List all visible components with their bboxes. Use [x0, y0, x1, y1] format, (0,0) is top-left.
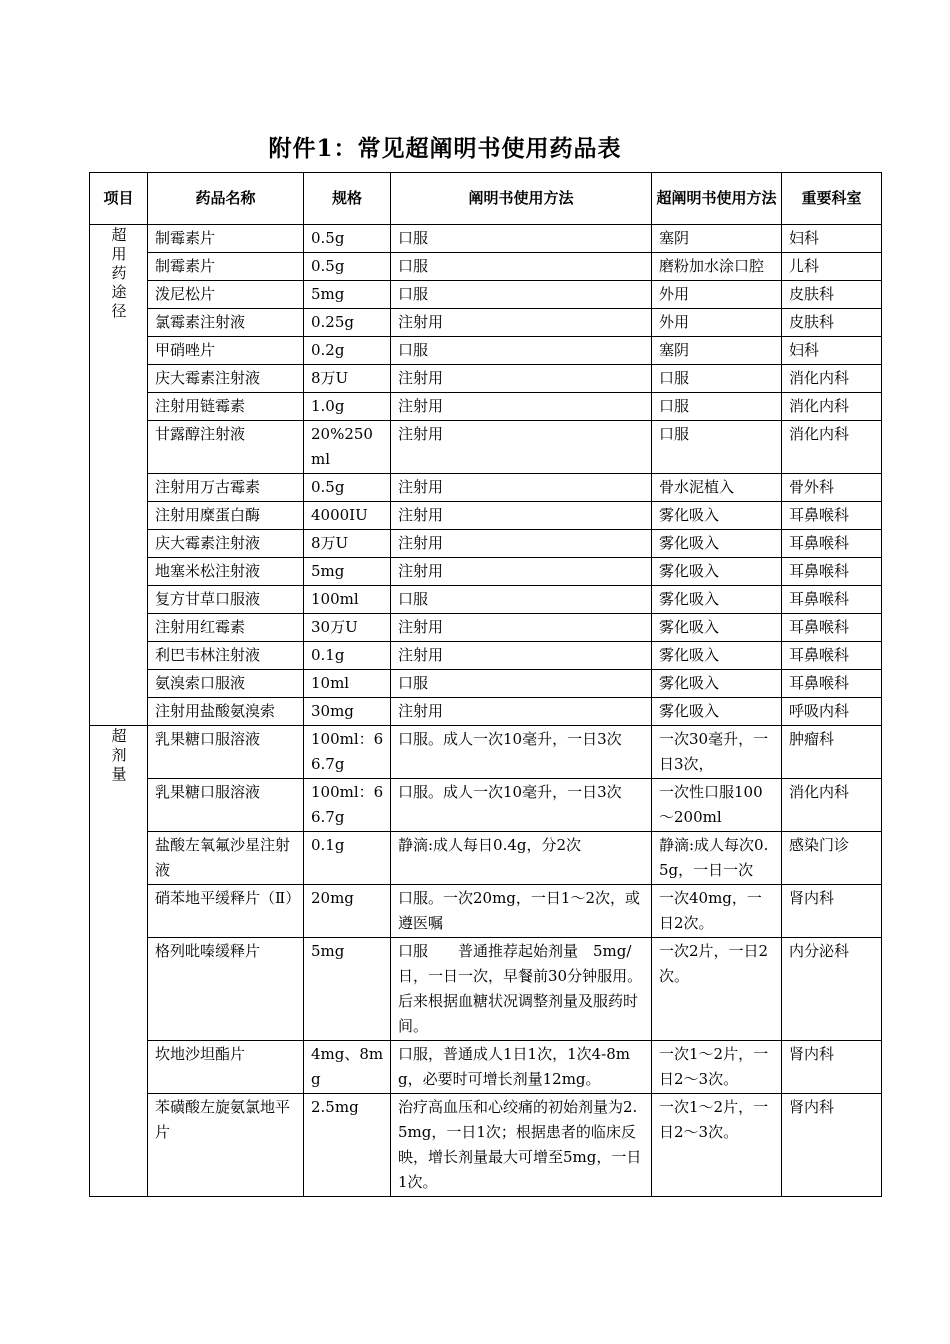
cell-offlabel-usage: 雾化吸入	[652, 614, 782, 642]
cell-department: 皮肤科	[782, 281, 882, 309]
cell-offlabel-usage: 雾化吸入	[652, 502, 782, 530]
cell-offlabel-usage: 雾化吸入	[652, 586, 782, 614]
cell-label-usage: 静滴:成人每日0.4g，分2次	[391, 832, 652, 885]
drug-table	[89, 172, 882, 1197]
table-header-row	[90, 173, 882, 225]
table-row	[90, 253, 882, 281]
table-row	[90, 779, 882, 832]
cell-drug-name: 注射用盐酸氨溴索	[148, 698, 304, 726]
header-spec: 规格	[304, 173, 391, 225]
cell-department: 耳鼻喉科	[782, 530, 882, 558]
table-row	[90, 1041, 882, 1094]
cell-spec: 4000IU	[304, 502, 391, 530]
cell-spec: 20mg	[304, 885, 391, 938]
table-row	[90, 558, 882, 586]
cell-department: 耳鼻喉科	[782, 642, 882, 670]
cell-label-usage: 口服	[391, 253, 652, 281]
cell-department: 内分泌科	[782, 938, 882, 1041]
cell-spec: 5mg	[304, 281, 391, 309]
cell-drug-name: 复方甘草口服液	[148, 586, 304, 614]
cell-department: 耳鼻喉科	[782, 558, 882, 586]
cell-drug-name: 硝苯地平缓释片（Ⅱ）	[148, 885, 304, 938]
cell-spec: 2.5mg	[304, 1094, 391, 1197]
cell-label-usage: 注射用	[391, 642, 652, 670]
cell-label-usage: 注射用	[391, 309, 652, 337]
cell-spec: 8万U	[304, 530, 391, 558]
cell-department: 耳鼻喉科	[782, 614, 882, 642]
cell-offlabel-usage: 外用	[652, 309, 782, 337]
header-category: 项目	[90, 173, 148, 225]
cell-label-usage: 口服	[391, 225, 652, 253]
table-row	[90, 614, 882, 642]
table-row	[90, 726, 882, 779]
cell-drug-name: 制霉素片	[148, 225, 304, 253]
cell-label-usage: 口服	[391, 670, 652, 698]
cell-offlabel-usage: 雾化吸入	[652, 558, 782, 586]
cell-spec: 0.5g	[304, 253, 391, 281]
table-row	[90, 1094, 882, 1197]
cell-spec: 0.1g	[304, 642, 391, 670]
page-title: 附件1：常见超阐明书使用药品表	[268, 135, 622, 162]
cell-drug-name: 乳果糖口服溶液	[148, 779, 304, 832]
cell-spec: 0.1g	[304, 832, 391, 885]
cell-department: 耳鼻喉科	[782, 502, 882, 530]
cell-department: 皮肤科	[782, 309, 882, 337]
table-row	[90, 698, 882, 726]
cell-department: 肾内科	[782, 1094, 882, 1197]
cell-spec: 100ml：66.7g	[304, 726, 391, 779]
header-label-usage: 阐明书使用方法	[391, 173, 652, 225]
cell-drug-name: 利巴韦林注射液	[148, 642, 304, 670]
table-row	[90, 642, 882, 670]
cell-drug-name: 注射用万古霉素	[148, 474, 304, 502]
cell-offlabel-usage: 口服	[652, 365, 782, 393]
cell-department: 妇科	[782, 225, 882, 253]
cell-offlabel-usage: 雾化吸入	[652, 530, 782, 558]
cell-label-usage: 口服	[391, 337, 652, 365]
cell-department: 儿科	[782, 253, 882, 281]
header-offlabel-usage: 超阐明书使用方法	[652, 173, 782, 225]
cell-offlabel-usage: 一次30毫升，一日3次，	[652, 726, 782, 779]
cell-label-usage: 注射用	[391, 421, 652, 474]
cell-label-usage: 注射用	[391, 530, 652, 558]
cell-drug-name: 格列吡嗪缓释片	[148, 938, 304, 1041]
table-row	[90, 474, 882, 502]
cell-department: 肿瘤科	[782, 726, 882, 779]
cell-department: 消化内科	[782, 365, 882, 393]
table-row	[90, 530, 882, 558]
table-body	[90, 225, 882, 1197]
category-label: 超剂量	[111, 727, 127, 783]
category-cell	[90, 225, 148, 726]
cell-department: 肾内科	[782, 1041, 882, 1094]
cell-drug-name: 氨溴索口服液	[148, 670, 304, 698]
cell-department: 消化内科	[782, 421, 882, 474]
cell-spec: 30mg	[304, 698, 391, 726]
cell-offlabel-usage: 一次2片，一日2次。	[652, 938, 782, 1041]
cell-offlabel-usage: 口服	[652, 393, 782, 421]
cell-offlabel-usage: 塞阴	[652, 225, 782, 253]
cell-label-usage: 口服 普通推荐起始剂量 5mg/日，一日一次，早餐前30分钟服用。后来根据血糖状况调整剂量及服药时间。	[391, 938, 652, 1041]
cell-spec: 1.0g	[304, 393, 391, 421]
table-row	[90, 225, 882, 253]
table-row	[90, 281, 882, 309]
cell-drug-name: 苯磺酸左旋氨氯地平片	[148, 1094, 304, 1197]
cell-label-usage: 治疗高血压和心绞痛的初始剂量为2.5mg，一日1次；根据患者的临床反映，增长剂量最大可增至5mg，一日1次。	[391, 1094, 652, 1197]
cell-drug-name: 注射用红霉素	[148, 614, 304, 642]
cell-offlabel-usage: 雾化吸入	[652, 670, 782, 698]
cell-department: 肾内科	[782, 885, 882, 938]
cell-drug-name: 乳果糖口服溶液	[148, 726, 304, 779]
cell-offlabel-usage: 塞阴	[652, 337, 782, 365]
cell-department: 妇科	[782, 337, 882, 365]
cell-offlabel-usage: 磨粉加水涂口腔	[652, 253, 782, 281]
cell-label-usage: 口服	[391, 281, 652, 309]
cell-offlabel-usage: 一次1～2片，一日2～3次。	[652, 1094, 782, 1197]
cell-spec: 30万U	[304, 614, 391, 642]
header-department: 重要科室	[782, 173, 882, 225]
table-row	[90, 309, 882, 337]
cell-offlabel-usage: 静滴:成人每次0.5g，一日一次	[652, 832, 782, 885]
cell-department: 骨外科	[782, 474, 882, 502]
cell-spec: 0.2g	[304, 337, 391, 365]
cell-spec: 20%250ml	[304, 421, 391, 474]
table-row	[90, 586, 882, 614]
cell-department: 消化内科	[782, 779, 882, 832]
category-label: 超用药途径	[111, 226, 127, 320]
table-row	[90, 670, 882, 698]
cell-label-usage: 口服。一次20mg，一日1～2次，或遵医嘱	[391, 885, 652, 938]
cell-spec: 5mg	[304, 558, 391, 586]
cell-offlabel-usage: 一次40mg，一日2次。	[652, 885, 782, 938]
cell-drug-name: 泼尼松片	[148, 281, 304, 309]
cell-label-usage: 注射用	[391, 474, 652, 502]
cell-offlabel-usage: 雾化吸入	[652, 698, 782, 726]
cell-drug-name: 地塞米松注射液	[148, 558, 304, 586]
cell-department: 消化内科	[782, 393, 882, 421]
cell-offlabel-usage: 雾化吸入	[652, 642, 782, 670]
cell-spec: 8万U	[304, 365, 391, 393]
cell-offlabel-usage: 口服	[652, 421, 782, 474]
cell-drug-name: 坎地沙坦酯片	[148, 1041, 304, 1094]
cell-drug-name: 庆大霉素注射液	[148, 530, 304, 558]
table-row	[90, 832, 882, 885]
cell-department: 耳鼻喉科	[782, 586, 882, 614]
cell-label-usage: 注射用	[391, 393, 652, 421]
cell-drug-name: 甘露醇注射液	[148, 421, 304, 474]
cell-label-usage: 口服。成人一次10毫升，一日3次	[391, 726, 652, 779]
cell-offlabel-usage: 一次1～2片，一日2～3次。	[652, 1041, 782, 1094]
cell-offlabel-usage: 外用	[652, 281, 782, 309]
table-row	[90, 365, 882, 393]
table-row	[90, 885, 882, 938]
cell-drug-name: 甲硝唑片	[148, 337, 304, 365]
cell-label-usage: 注射用	[391, 365, 652, 393]
table-row	[90, 502, 882, 530]
cell-label-usage: 注射用	[391, 614, 652, 642]
cell-label-usage: 注射用	[391, 558, 652, 586]
table-row	[90, 938, 882, 1041]
table-row	[90, 337, 882, 365]
cell-department: 耳鼻喉科	[782, 670, 882, 698]
cell-spec: 0.5g	[304, 474, 391, 502]
cell-label-usage: 口服。成人一次10毫升，一日3次	[391, 779, 652, 832]
cell-drug-name: 注射用糜蛋白酶	[148, 502, 304, 530]
cell-label-usage: 口服，普通成人1日1次，1次4-8mg，必要时可增长剂量12mg。	[391, 1041, 652, 1094]
cell-spec: 10ml	[304, 670, 391, 698]
header-drug-name: 药品名称	[148, 173, 304, 225]
cell-drug-name: 制霉素片	[148, 253, 304, 281]
cell-label-usage: 注射用	[391, 698, 652, 726]
cell-drug-name: 盐酸左氧氟沙星注射液	[148, 832, 304, 885]
table-row	[90, 393, 882, 421]
cell-drug-name: 氯霉素注射液	[148, 309, 304, 337]
table-row	[90, 421, 882, 474]
cell-department: 感染门诊	[782, 832, 882, 885]
cell-spec: 0.5g	[304, 225, 391, 253]
cell-department: 呼吸内科	[782, 698, 882, 726]
cell-spec: 100ml	[304, 586, 391, 614]
cell-offlabel-usage: 骨水泥植入	[652, 474, 782, 502]
category-cell	[90, 726, 148, 1197]
cell-offlabel-usage: 一次性口服100～200ml	[652, 779, 782, 832]
cell-spec: 100ml：66.7g	[304, 779, 391, 832]
cell-label-usage: 注射用	[391, 502, 652, 530]
cell-spec: 4mg、8mg	[304, 1041, 391, 1094]
cell-spec: 5mg	[304, 938, 391, 1041]
cell-drug-name: 注射用链霉素	[148, 393, 304, 421]
cell-drug-name: 庆大霉素注射液	[148, 365, 304, 393]
cell-label-usage: 口服	[391, 586, 652, 614]
cell-spec: 0.25g	[304, 309, 391, 337]
